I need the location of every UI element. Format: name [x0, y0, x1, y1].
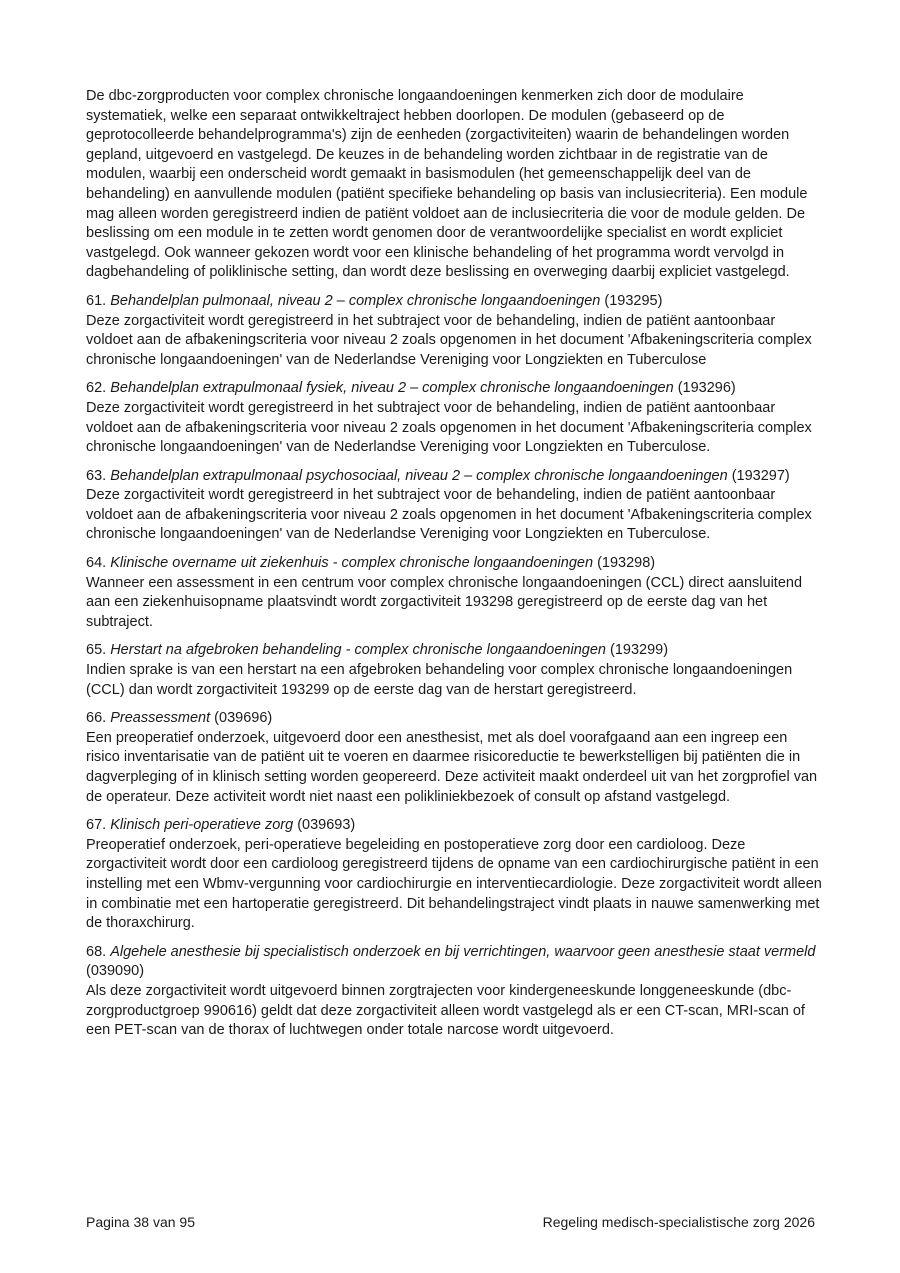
section-code: (193299): [610, 642, 669, 659]
section-67: [86, 816, 824, 934]
section-number: 67.: [86, 817, 107, 834]
section-heading: [86, 554, 824, 574]
page-content: [86, 87, 824, 1050]
section-heading: [86, 943, 824, 982]
section-heading: [86, 709, 824, 729]
section-number: 63.: [86, 467, 107, 484]
section-body: Indien sprake is van een herstart na een afgebroken behandeling voor complex chronische longaandoeningen (CCL) dan wordt zorgactiviteit 193299 op de eerste dag van de herstart geregistreerd.: [86, 662, 793, 698]
section-body: Een preoperatief onderzoek, uitgevoerd door een anesthesist, met als doel voorafgaand aan een ingreep een risico inventarisatie van de patiënt uit te voeren en daarmee risicoreductie te bewerkstelligen bij patiënten die in dagverpleging of in klinisch setting worden geopereerd. Deze activiteit maakt onderdeel uit van het zorgprofiel van de operateur. Deze activiteit wordt niet naast een polikliniekbezoek of consult op afstand vastgelegd.: [86, 729, 818, 805]
section-66: [86, 709, 824, 807]
section-code: (193298): [597, 555, 656, 572]
section-title: Herstart na afgebroken behandeling - complex chronische longaandoeningen: [110, 642, 606, 659]
section-heading: [86, 467, 824, 487]
section-code: (039696): [214, 710, 273, 727]
section-title: Behandelplan pulmonaal, niveau 2 – complex chronische longaandoeningen: [110, 292, 601, 309]
section-64: [86, 554, 824, 632]
intro-paragraph: De dbc-zorgproducten voor complex chronische longaandoeningen kenmerken zich door de modulaire systematiek, welke een separaat ontwikkeltraject hebben doorlopen. De modulen (gebaseerd op de geprotocolleerde behandelprogramma's) zijn de eenheden (zorgactiviteiten) waarin de behandelingen worden gepland, uitgevoerd en vastgelegd. De keuzes in de behandeling worden zichtbaar in de registratie van de modulen, waarbij een onderscheid wordt gemaakt in basismodulen (het gemeenschappelijk deel van de behandeling) en aanvullende modulen (patiënt specifieke behandeling op basis van inclusiecriteria). Een module mag alleen worden geregistreerd indien de patiënt voldoet aan de inclusiecriteria die voor de module gelden. De beslissing om een module in te zetten wordt genomen door de verantwoordelijke specialist en wordt expliciet vastgelegd. Ook wanneer gekozen wordt voor een klinische behandeling of het programma wordt vervolgd in dagbehandeling of poliklinische setting, dan wordt deze beslissing en overweging daarbij expliciet vastgelegd.: [86, 88, 808, 281]
section-code: (193296): [677, 380, 736, 397]
section-title: Klinische overname uit ziekenhuis - complex chronische longaandoeningen: [110, 555, 594, 572]
section-heading: [86, 379, 824, 399]
section-65: [86, 641, 824, 700]
section-title: Klinisch peri-operatieve zorg: [110, 817, 294, 834]
section-heading: [86, 816, 824, 836]
section-title: Behandelplan extrapulmonaal fysiek, niveau 2 – complex chronische longaandoeningen: [110, 380, 674, 397]
section-title: Behandelplan extrapulmonaal psychosociaal, niveau 2 – complex chronische longaandoeningen: [110, 467, 728, 484]
section-heading: [86, 641, 824, 661]
section-title: Preassessment: [110, 710, 211, 727]
section-62: [86, 379, 824, 457]
section-number: 62.: [86, 380, 107, 397]
section-body: Deze zorgactiviteit wordt geregistreerd in het subtraject voor de behandeling, indien de patiënt aantoonbaar voldoet aan de afbakeningscriteria voor niveau 2 zoals opgenomen in het document 'Afbakeningscriteria complex chronische longaandoeningen' van de Nederlandse Vereniging voor Longziekten en Tuberculose: [86, 312, 812, 368]
section-code: (039693): [297, 817, 356, 834]
section-number: 64.: [86, 555, 107, 572]
section-number: 65.: [86, 642, 107, 659]
section-code: (193297): [731, 467, 790, 484]
section-body: Als deze zorgactiviteit wordt uitgevoerd binnen zorgtrajecten voor kindergeneeskunde longgeneeskunde (dbc-zorgproductgroep 990616) geldt dat deze zorgactiviteit alleen wordt vastgelegd als er een CT-scan, MRI-scan of een PET-scan van de thorax of luchtwegen onder totale narcose wordt uitgevoerd.: [86, 982, 805, 1039]
section-number: 66.: [86, 710, 107, 727]
section-body: Deze zorgactiviteit wordt geregistreerd in het subtraject voor de behandeling, indien de patiënt aantoonbaar voldoet aan de afbakeningscriteria voor niveau 2 zoals opgenomen in het document 'Afbakeningscriteria complex chronische longaandoeningen' van de Nederlandse Vereniging voor Longziekten en Tuberculose.: [86, 399, 812, 456]
section-heading: [86, 292, 824, 312]
section-number: 68.: [86, 943, 107, 960]
footer-page-number: Pagina 38 van 95: [86, 1214, 195, 1230]
section-body: Deze zorgactiviteit wordt geregistreerd in het subtraject voor de behandeling, indien de patiënt aantoonbaar voldoet aan de afbakeningscriteria voor niveau 2 zoals opgenomen in het document 'Afbakeningscriteria complex chronische longaandoeningen' van de Nederlandse Vereniging voor Longziekten en Tuberculose.: [86, 487, 812, 543]
section-63: [86, 467, 824, 545]
section-code: (039090): [86, 963, 145, 980]
section-61: [86, 292, 824, 370]
page-footer: [86, 1213, 815, 1231]
footer-document-title: Regeling medisch-specialistische zorg 2026: [542, 1214, 815, 1230]
section-body: Wanneer een assessment in een centrum voor complex chronische longaandoeningen (CCL) direct aansluitend aan een ziekenhuisopname plaatsvindt wordt zorgactiviteit 193298 geregistreerd op de eerste dag van het subtraject.: [86, 574, 803, 630]
section-number: 61.: [86, 292, 107, 309]
section-code: (193295): [604, 292, 663, 309]
section-title: Algehele anesthesie bij specialistisch onderzoek en bij verrichtingen, waarvoor geen anesthesie staat vermeld: [110, 943, 816, 960]
section-body: Preoperatief onderzoek, peri-operatieve begeleiding en postoperatieve zorg door een cardioloog. Deze zorgactiviteit wordt door een cardioloog geregistreerd tijdens de opname van een cardiochirurgische patiënt in een instelling met een Wbmv-vergunning voor cardiochirurgie en interventiecardiologie. Deze zorgactiviteit wordt alleen in combinatie met een hartoperatie geregistreerd. Dit behandelingstraject vindt plaats in nauwe samenwerking met de thoraxchirurg.: [86, 836, 822, 932]
section-68: [86, 943, 824, 1041]
